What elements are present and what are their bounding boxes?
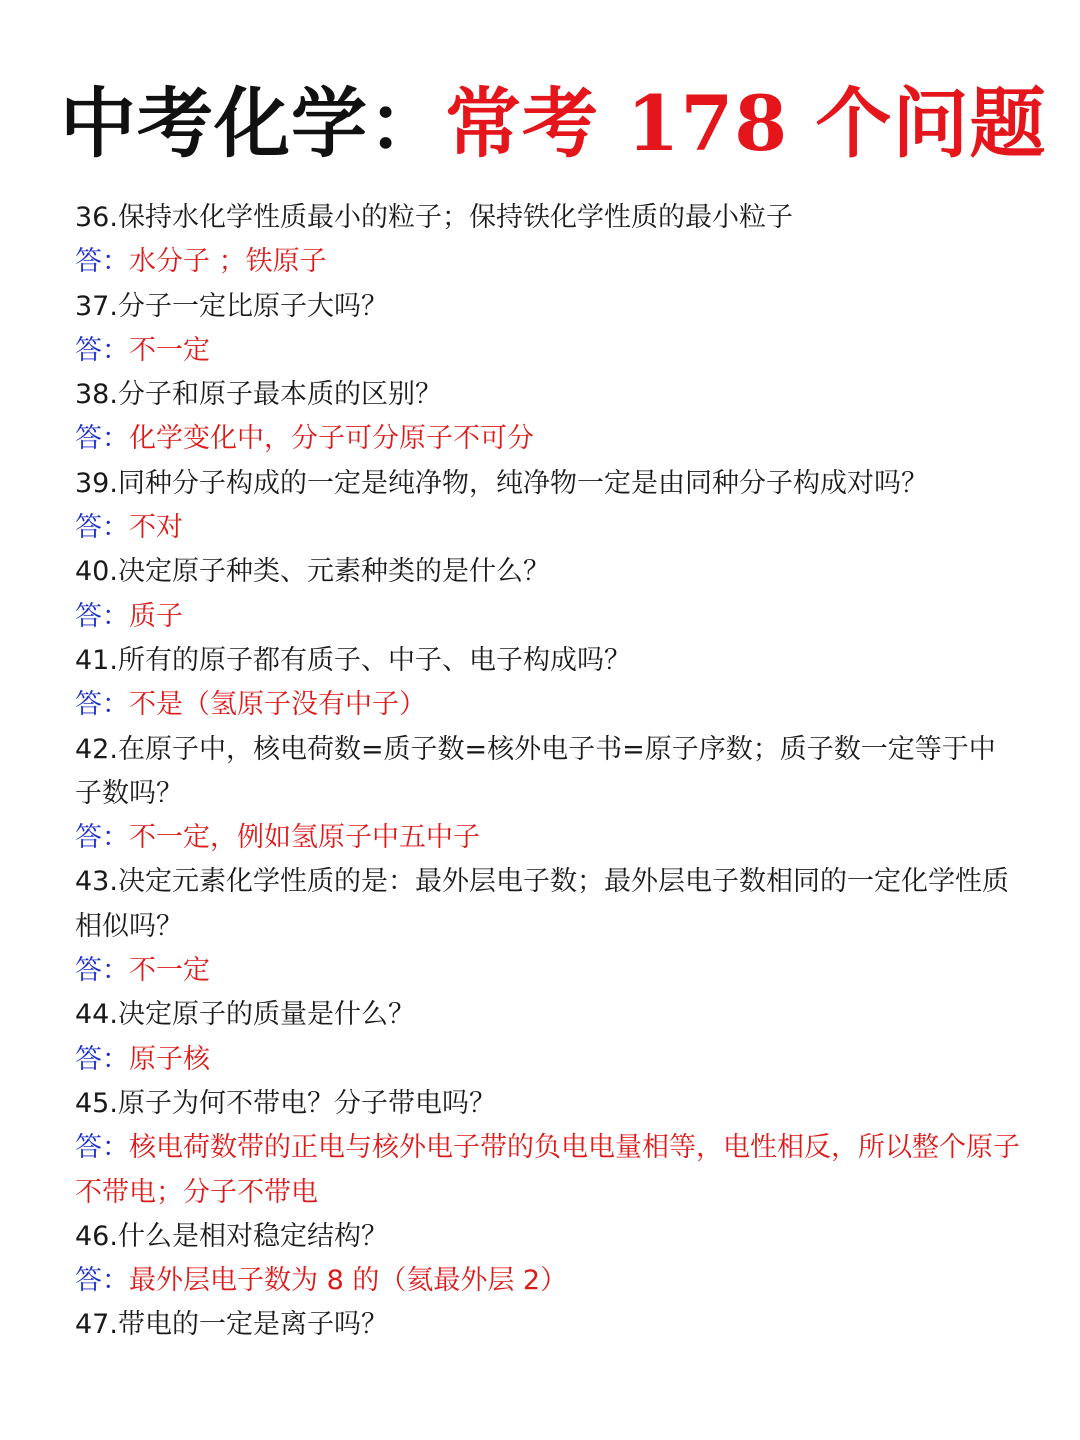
question-43: 43.决定元素化学性质的是：最外层电子数；最外层电子数相同的一定化学性质相似吗？ xyxy=(75,866,1009,942)
title-subject: 中考化学： xyxy=(60,79,445,168)
answer-38 xyxy=(75,417,1020,461)
answer-43 xyxy=(75,949,1020,993)
question-38: 38.分子和原子最本质的区别？ xyxy=(75,379,442,411)
answer-prefix: 答： xyxy=(75,822,129,854)
question-36: 36.保持水化学性质最小的粒子；保持铁化学性质的最小粒子 xyxy=(75,202,793,233)
qa-list xyxy=(75,196,1020,1348)
answer-prefix: 答： xyxy=(75,246,129,278)
answer-prefix: 答： xyxy=(75,689,129,721)
answer-prefix: 答： xyxy=(75,1043,129,1075)
answer-text: 原子核 xyxy=(129,1043,210,1075)
answer-prefix: 答： xyxy=(75,423,129,455)
answer-text: 核电荷数带的正电与核外电子带的负电电量相等，电性相反，所以整个原子不带电；分子不带电 xyxy=(75,1132,1020,1208)
answer-prefix: 答： xyxy=(75,1265,129,1297)
answer-40 xyxy=(75,595,1020,639)
question-46: 46.什么是相对稳定结构？ xyxy=(75,1220,388,1252)
answer-prefix: 答： xyxy=(75,334,129,366)
answer-prefix: 答： xyxy=(75,600,129,632)
answer-prefix: 答： xyxy=(75,512,129,544)
answer-text: 最外层电子数为 8 的（氦最外层 2） xyxy=(129,1265,568,1297)
answer-prefix: 答： xyxy=(75,1132,129,1164)
answer-text: 化学变化中，分子可分原子不可分 xyxy=(129,423,534,455)
question-47: 47.带电的一定是离子吗？ xyxy=(75,1309,388,1341)
question-45: 45.原子为何不带电？分子带电吗？ xyxy=(75,1087,496,1119)
answer-text: 水分子 ；铁原子 xyxy=(129,246,327,278)
answer-46 xyxy=(75,1259,1020,1303)
answer-text: 不一定 xyxy=(129,334,210,366)
answer-41 xyxy=(75,683,1020,727)
answer-42 xyxy=(75,816,1020,860)
question-40: 40.决定原子种类、元素种类的是什么？ xyxy=(75,556,550,588)
question-39: 39.同种分子构成的一定是纯净物，纯净物一定是由同种分子构成对吗？ xyxy=(75,467,928,499)
page-title xyxy=(60,0,1047,168)
answer-text: 质子 xyxy=(129,600,183,632)
answer-44 xyxy=(75,1038,1020,1082)
title-highlight: 常考 178 个问题 xyxy=(445,79,1047,168)
question-44: 44.决定原子的质量是什么？ xyxy=(75,999,415,1031)
answer-text: 不对 xyxy=(129,512,183,544)
answer-text: 不一定 xyxy=(129,955,210,987)
answer-39 xyxy=(75,506,1020,550)
question-37: 37.分子一定比原子大吗？ xyxy=(75,290,388,322)
answer-37 xyxy=(75,329,1020,373)
answer-36 xyxy=(75,240,1020,284)
answer-text: 不一定，例如氢原子中五中子 xyxy=(129,822,480,854)
answer-45 xyxy=(75,1126,1020,1215)
question-42: 42.在原子中，核电荷数=质子数=核外电子书=原子序数；质子数一定等于中子数吗？ xyxy=(75,733,996,809)
answer-text: 不是（氢原子没有中子） xyxy=(129,689,426,721)
answer-prefix: 答： xyxy=(75,955,129,987)
question-41: 41.所有的原子都有质子、中子、电子构成吗？ xyxy=(75,644,631,676)
